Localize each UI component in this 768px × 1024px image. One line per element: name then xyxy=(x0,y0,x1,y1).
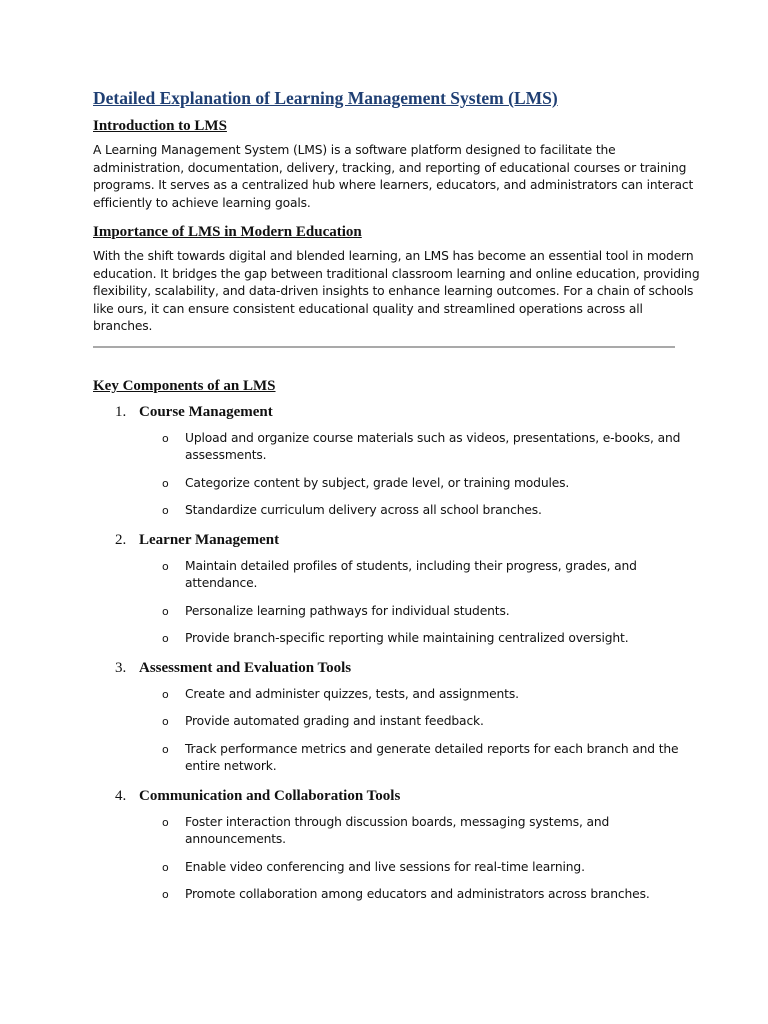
bullet-marker-icon: o xyxy=(162,559,169,573)
bullet-text: announcements. xyxy=(185,832,286,846)
bullet-text: Maintain detailed profiles of students, including their progress, grades, and xyxy=(185,558,637,573)
bullet-text: Promote collaboration among educators and administrators across branches. xyxy=(185,887,650,901)
list-number: 1. xyxy=(115,403,127,420)
importance-paragraph xyxy=(93,248,700,336)
list-number: 3. xyxy=(115,659,127,676)
section-heading-importance: Importance of LMS in Modern Education xyxy=(93,224,362,240)
bullet-text: Upload and organize course materials such as videos, presentations, e-books, and xyxy=(185,430,681,445)
importance-line: branches. xyxy=(93,319,153,333)
component-heading xyxy=(93,402,675,422)
bullet-text: Foster interaction through discussion boards, messaging systems, and xyxy=(185,814,610,829)
intro-line: A Learning Management System (LMS) is a software platform designed to facilitate the xyxy=(93,143,616,157)
intro-paragraph xyxy=(93,142,694,212)
bullet-marker-icon: o xyxy=(162,715,169,728)
component-heading xyxy=(93,786,675,806)
bullet-list xyxy=(93,686,679,776)
bullet-marker-icon: o xyxy=(162,888,169,901)
bullet-marker-icon: o xyxy=(162,632,169,645)
bullet-text: assessments. xyxy=(185,448,267,462)
intro-line: administration, documentation, delivery, tracking, and reporting of educational courses or training xyxy=(93,160,687,175)
bullet-marker-icon: o xyxy=(162,604,169,618)
list-number: 4. xyxy=(115,787,127,804)
bullet-text: Create and administer quizzes, tests, and assignments. xyxy=(185,686,519,701)
bullet-text: Enable video conferencing and live sessions for real-time learning. xyxy=(185,859,585,874)
importance-line: education. It bridges the gap between traditional classroom learning and online education, providing xyxy=(93,266,700,281)
list-item xyxy=(93,430,681,465)
list-item xyxy=(93,475,675,493)
list-item xyxy=(93,741,679,776)
section-heading-intro: Introduction to LMS xyxy=(93,118,227,134)
bullet-marker-icon: o xyxy=(162,476,169,490)
component-item xyxy=(93,530,675,648)
bullet-text: Standardize curriculum delivery across all school branches. xyxy=(185,503,542,517)
list-item xyxy=(93,603,675,621)
components-list xyxy=(93,402,681,904)
bullet-text: attendance. xyxy=(185,576,258,590)
section-heading-components: Key Components of an LMS xyxy=(93,377,276,394)
component-title: Communication and Collaboration Tools xyxy=(139,787,401,804)
bullet-marker-icon: o xyxy=(162,504,169,517)
list-item xyxy=(93,630,675,648)
document-title: Detailed Explanation of Learning Management System (LMS) xyxy=(93,88,558,108)
component-item xyxy=(93,658,679,776)
intro-line: programs. It serves as a centralized hub where learners, educators, and administrators can interact xyxy=(93,178,694,192)
horizontal-divider xyxy=(93,346,675,348)
component-item xyxy=(93,402,681,520)
bullet-text: Provide automated grading and instant feedback. xyxy=(185,714,484,728)
bullet-list xyxy=(93,558,675,648)
list-number: 2. xyxy=(115,531,127,548)
component-title: Course Management xyxy=(139,403,273,420)
bullet-marker-icon: o xyxy=(162,687,169,701)
component-heading xyxy=(93,530,675,550)
bullet-marker-icon: o xyxy=(162,815,169,829)
importance-line: flexibility, scalability, and data-driven insights to enhance learning outcomes. For a chain of schools xyxy=(93,284,694,298)
bullet-marker-icon: o xyxy=(162,431,169,445)
list-item xyxy=(93,502,675,520)
bullet-marker-icon: o xyxy=(162,742,169,756)
list-item xyxy=(93,558,675,593)
document-page xyxy=(93,86,700,914)
list-item xyxy=(93,886,675,904)
bullet-text: Personalize learning pathways for individual students. xyxy=(185,603,510,618)
bullet-text: Provide branch-specific reporting while maintaining centralized oversight. xyxy=(185,631,629,645)
list-item xyxy=(93,686,675,704)
component-title: Learner Management xyxy=(139,531,280,548)
component-heading xyxy=(93,658,675,678)
component-title: Assessment and Evaluation Tools xyxy=(139,659,352,676)
intro-line: efficiently to achieve learning goals. xyxy=(93,195,311,210)
list-item xyxy=(93,814,675,849)
list-item xyxy=(93,859,675,877)
importance-line: like ours, it can ensure consistent educational quality and streamlined operations across all xyxy=(93,301,643,316)
bullet-list xyxy=(93,814,675,904)
component-item xyxy=(93,786,675,904)
bullet-text: entire network. xyxy=(185,759,277,773)
bullet-list xyxy=(93,430,681,520)
bullet-text: Categorize content by subject, grade level, or training modules. xyxy=(185,475,570,490)
bullet-text: Track performance metrics and generate detailed reports for each branch and the xyxy=(185,741,679,756)
importance-line: With the shift towards digital and blended learning, an LMS has become an essential tool in modern xyxy=(93,249,694,263)
bullet-marker-icon: o xyxy=(162,860,169,874)
list-item xyxy=(93,713,675,731)
